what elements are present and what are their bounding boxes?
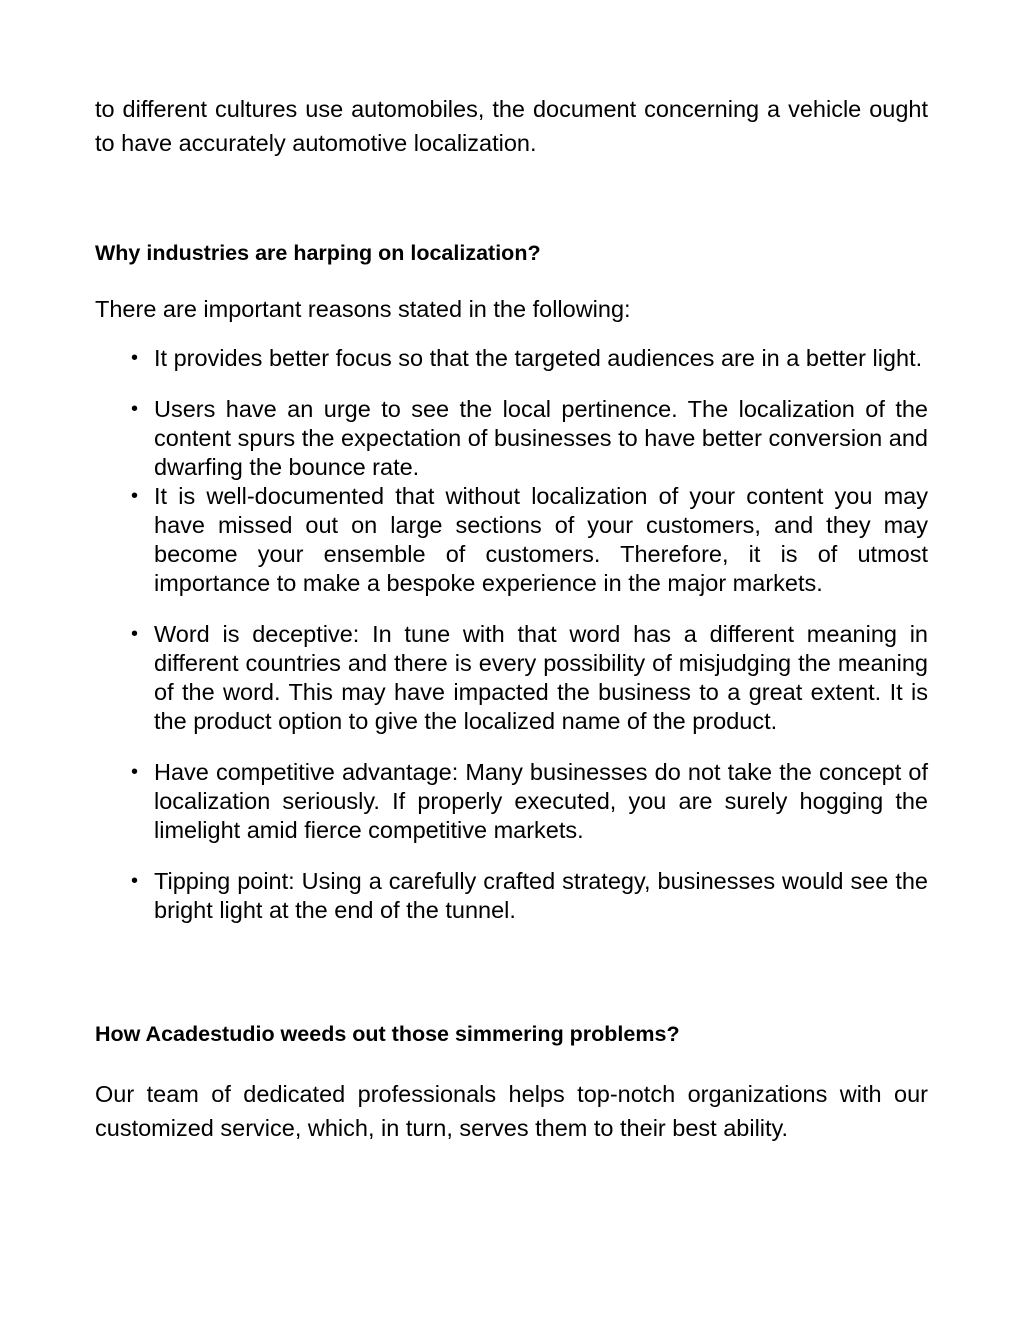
list-item-text: Users have an urge to see the local pertinence. The localization of the content spurs the expectation of businesses to have better conversion and dwarfing the bounce rate. (154, 396, 928, 480)
list-item (95, 344, 928, 373)
heading-why-localization: Why industries are harping on localization? (95, 241, 541, 265)
bullet-icon: • (131, 761, 139, 783)
list-item (95, 395, 928, 482)
document-page (95, 92, 928, 1145)
list-item-text: It is well-documented that without localization of your content you may have missed out on large sections of your customers, and they may become your ensemble of customers. Therefore, it is of utmost importance to make a bespoke experience in the major markets. (154, 483, 928, 596)
bullet-icon: • (131, 347, 139, 369)
reasons-lead-paragraph: There are important reasons stated in the following: (95, 296, 631, 322)
reasons-list (95, 344, 928, 925)
list-item-text: It provides better focus so that the targeted audiences are in a better light. (154, 345, 923, 371)
list-item-text: Word is deceptive: In tune with that word has a different meaning in different countries and there is every possibility of misjudging the meaning of the word. This may have impacted the business to a great extent. It is the product option to give the localized name of the product. (154, 621, 928, 734)
list-item (95, 867, 928, 925)
bullet-icon: • (131, 623, 139, 645)
bullet-icon: • (131, 398, 139, 420)
heading-how-acadestudio: How Acadestudio weeds out those simmering problems? (95, 1022, 680, 1046)
list-item (95, 482, 928, 598)
list-item (95, 620, 928, 736)
list-item-text: Tipping point: Using a carefully crafted strategy, businesses would see the bright light at the end of the tunnel. (154, 868, 928, 923)
intro-paragraph: to different cultures use automobiles, the document concerning a vehicle ought to have accurately automotive localization. (95, 96, 928, 156)
bullet-icon: • (131, 485, 139, 507)
list-item (95, 758, 928, 845)
list-item-text: Have competitive advantage: Many businesses do not take the concept of localization seriously. If properly executed, you are surely hogging the limelight amid fierce competitive markets. (154, 759, 928, 843)
bullet-icon: • (131, 870, 139, 892)
team-paragraph: Our team of dedicated professionals helps top-notch organizations with our customized service, which, in turn, serves them to their best ability. (95, 1081, 928, 1141)
